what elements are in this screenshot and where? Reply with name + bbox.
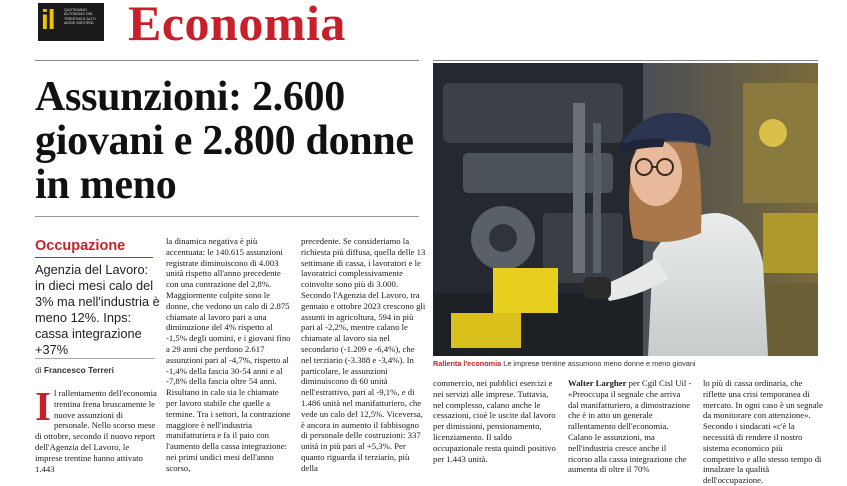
newspaper-logo[interactable]	[38, 3, 104, 41]
subsection-label: Occupazione	[35, 238, 126, 254]
quoted-person: Walter Largher	[568, 378, 627, 388]
body-column-6: lo più di cassa ordinaria, che riflette una crisi temporanea di mercato. In ogni caso è un segnale da monitorare con attenzione». Secondo i sindacati «c'è la necessità di rendere il nostro sistema economico più competitivo e allo stesso tempo di innalzare la qualità dell'occupazione.	[703, 378, 823, 486]
logo-tagline: QUOTIDIANO AUTONOMO DEL TRENTINO E ALTO ADIGE SÜDTIROL	[64, 8, 96, 25]
body-column-3: precedente. Se consideriamo la richiesta più diffusa, quella delle 13 settimane di cassa, i lavoratori e le lavoratrici complessivamente coinvolte sono più di 3.000. Secondo l'Agenzia del Lavoro, tra gennaio e ottobre 2023 crescono gli assunti in agricoltura, 594 in più pari al -2,2%, mentre calano le chiamate al lavoro sia nel secondario (-1.209 e -6,4%), che nel terziario (-3.388 e -3,4%). In particolare, le assunzioni diminuiscono di 60 unità nell'estrattivo, pari al -9,1%, e di 1.486 unità nel manifatturiero, che vede un calo del 12,5%. Viceversa, è ancora in aumento il fabbisogno di personale delle costruzioni: 337 unità in più pari al +5,3%. Per quanto riguarda il terziario, più della	[301, 236, 426, 473]
body-column-2: la dinamica negativa è più accentuata: le 140.615 assunzioni registrate diminuiscono di 4.003 unità rispetto all'anno precedente con una contrazione del 2,8%. Maggiormente colpite sono le donne, che vedono un calo di 2.875 chiamate al lavoro pari a una diminuzione del 4% rispetto al -1,5% degli uomini, e i giovani fino a 29 anni che perdono 2.617 assunzioni pari al -4,7%, rispetto al -1,4% della fascia 30-54 anni e al -7,8% della fascia oltre 54 anni. Risultano in calo sia le chiamate per lavoro stabile che quelle a termine. Tra i settori, la contrazione maggiore è nell'industria manifatturiera e fa il paio con l'aumento della cassa integrazione: nei primi undici mesi dell'anno scorso,	[166, 236, 291, 473]
caption-label: Rallenta l'economia	[433, 359, 502, 368]
divider	[35, 60, 419, 61]
body-column-4: commercio, nei pubblici esercizi e nei servizi alle imprese. Tuttavia, nel complesso, calano anche le cessazioni, cioè le uscite dal lavoro per dimissioni, pensionamento, licenziamento. Il saldo occupazionale resta quindi positivo per 1.443 unità.	[433, 378, 556, 464]
factory-worker-illustration	[433, 63, 818, 356]
body-text: per Cgil Cisl Uil - «Preoccupa il segnale che arriva dal manifatturiero, a dimostrazione che è in atto un generale rallentamento dell'economia. Calano le assunzioni, ma nell'industria cresce anche il ricorso alla cassa integrazione che aumenta di oltre il 70%	[568, 378, 692, 475]
photo-caption	[433, 359, 823, 368]
body-column-5	[568, 378, 692, 475]
article-headline: Assunzioni: 2.600 giovani e 2.800 donne in meno	[35, 74, 414, 208]
drop-cap: I	[35, 383, 51, 429]
article-photo[interactable]	[433, 63, 818, 356]
byline	[35, 365, 114, 375]
logo-mark: il	[41, 4, 55, 35]
author-name[interactable]: Francesco Terreri	[43, 365, 114, 375]
section-title: Economia	[128, 0, 346, 51]
body-text: l rallentamento dell'economia trentina frena bruscamente le nuove assunzioni di personale. Nello scorso mese di ottobre, secondo il nuovo report dell'Agenzia del Lavoro, le imprese trentine hanno attivato 1.443	[35, 388, 157, 474]
byline-prefix: di	[35, 365, 42, 375]
divider	[35, 358, 155, 359]
body-column-1	[35, 383, 157, 474]
divider	[35, 216, 419, 217]
caption-text: Le imprese trentine assumono meno donne e meno giovani	[501, 359, 696, 368]
masthead	[0, 0, 847, 58]
subsection-underline	[35, 257, 153, 258]
divider	[433, 60, 818, 61]
article-summary: Agenzia del Lavoro: in dieci mesi calo del 3% ma nell'industria è meno 12%. Inps: cassa integrazione +37%	[35, 262, 160, 357]
